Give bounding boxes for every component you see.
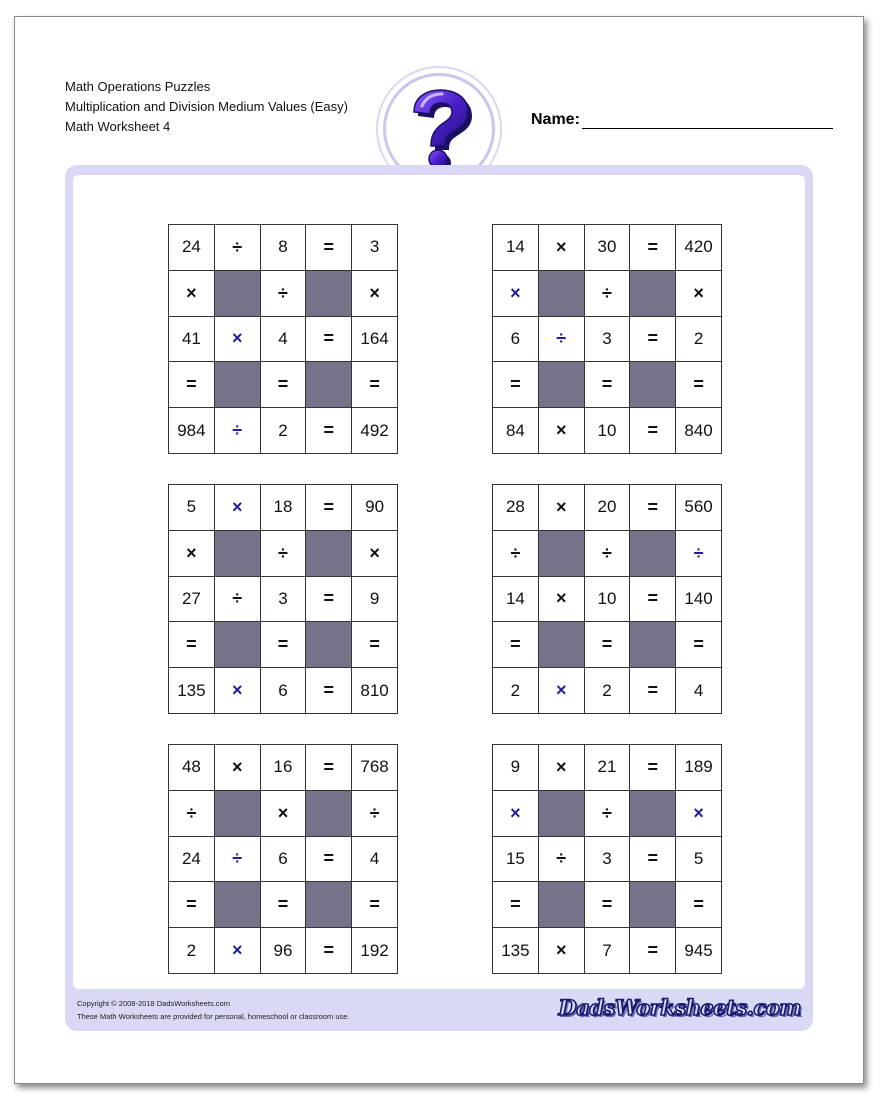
operator-cell: = [352, 362, 398, 408]
shaded-cell [215, 362, 261, 408]
shaded-cell [539, 622, 585, 668]
number-cell: 4 [261, 317, 307, 363]
number-cell: 90 [352, 485, 398, 531]
operator-cell: × [261, 791, 307, 837]
operator-cell: ÷ [585, 271, 631, 317]
number-cell: 2 [169, 928, 215, 974]
worksheet-series-title: Math Operations Puzzles [65, 79, 211, 94]
operator-cell: = [306, 225, 352, 271]
shaded-cell [539, 882, 585, 928]
footer [75, 993, 803, 1027]
number-cell: 24 [169, 837, 215, 883]
operator-cell: × [539, 485, 585, 531]
number-cell: 420 [676, 225, 722, 271]
operator-cell: = [169, 882, 215, 928]
operator-cell: = [676, 622, 722, 668]
number-cell: 96 [261, 928, 307, 974]
puzzle-area [73, 175, 805, 989]
operator-cell: × [676, 271, 722, 317]
number-cell: 5 [169, 485, 215, 531]
operator-cell: = [493, 622, 539, 668]
shaded-cell [306, 271, 352, 317]
operator-cell: ÷ [261, 271, 307, 317]
operator-cell: = [630, 577, 676, 623]
number-cell: 4 [676, 668, 722, 714]
puzzle-grid-4 [492, 484, 722, 714]
number-cell: 6 [261, 837, 307, 883]
operator-cell: = [306, 485, 352, 531]
name-row [531, 111, 833, 129]
number-cell: 560 [676, 485, 722, 531]
operator-cell: = [630, 408, 676, 454]
shaded-cell [215, 622, 261, 668]
number-cell: 2 [676, 317, 722, 363]
puzzle-grid-6 [492, 744, 722, 974]
number-cell: 2 [585, 668, 631, 714]
operator-cell: × [539, 225, 585, 271]
number-cell: 984 [169, 408, 215, 454]
operator-cell: = [306, 745, 352, 791]
number-cell: 21 [585, 745, 631, 791]
number-cell: 945 [676, 928, 722, 974]
number-cell: 810 [352, 668, 398, 714]
name-label: Name: [531, 111, 580, 128]
operator-cell: ÷ [585, 531, 631, 577]
operator-cell: ÷ [169, 791, 215, 837]
operator-cell: = [630, 837, 676, 883]
number-cell: 192 [352, 928, 398, 974]
shaded-cell [630, 882, 676, 928]
number-cell: 20 [585, 485, 631, 531]
operator-cell: = [306, 837, 352, 883]
number-cell: 840 [676, 408, 722, 454]
number-cell: 189 [676, 745, 722, 791]
operator-cell: = [630, 485, 676, 531]
number-cell: 16 [261, 745, 307, 791]
number-cell: 10 [585, 408, 631, 454]
number-cell: 140 [676, 577, 722, 623]
operator-cell: = [676, 362, 722, 408]
usage-notice: These Math Worksheets are provided for personal, homeschool or classroom use. [77, 1012, 350, 1021]
puzzle-grid-2 [492, 224, 722, 454]
operator-cell: = [493, 882, 539, 928]
shaded-cell [306, 791, 352, 837]
puzzle-frame [65, 165, 813, 1031]
operator-cell: × [539, 745, 585, 791]
number-cell: 3 [585, 317, 631, 363]
shaded-cell [539, 531, 585, 577]
shaded-cell [630, 622, 676, 668]
operator-cell: ÷ [215, 225, 261, 271]
number-cell: 6 [493, 317, 539, 363]
operator-cell: ÷ [215, 577, 261, 623]
number-cell: 15 [493, 837, 539, 883]
operator-cell: = [306, 577, 352, 623]
number-cell: 6 [261, 668, 307, 714]
number-cell: 135 [169, 668, 215, 714]
operator-cell: = [585, 622, 631, 668]
shaded-cell [306, 622, 352, 668]
shaded-cell [630, 362, 676, 408]
operator-cell: × [539, 577, 585, 623]
operator-answer-cell: × [215, 668, 261, 714]
number-cell: 2 [493, 668, 539, 714]
number-cell: 164 [352, 317, 398, 363]
puzzle-grid-5 [168, 744, 398, 974]
question-mark-icon [400, 88, 480, 172]
operator-answer-cell: ÷ [676, 531, 722, 577]
operator-cell: ÷ [261, 531, 307, 577]
shaded-cell [306, 362, 352, 408]
operator-answer-cell: × [215, 485, 261, 531]
number-cell: 41 [169, 317, 215, 363]
number-cell: 14 [493, 577, 539, 623]
operator-cell: × [169, 531, 215, 577]
number-cell: 3 [261, 577, 307, 623]
operator-cell: ÷ [539, 837, 585, 883]
number-cell: 48 [169, 745, 215, 791]
shaded-cell [539, 271, 585, 317]
shaded-cell [630, 531, 676, 577]
operator-cell: = [352, 882, 398, 928]
number-cell: 8 [261, 225, 307, 271]
operator-cell: = [306, 408, 352, 454]
puzzle-grid-1 [168, 224, 398, 454]
operator-cell: ÷ [352, 791, 398, 837]
number-cell: 5 [676, 837, 722, 883]
shaded-cell [630, 791, 676, 837]
operator-answer-cell: × [215, 928, 261, 974]
operator-answer-cell: × [539, 668, 585, 714]
operator-answer-cell: × [493, 271, 539, 317]
operator-cell: × [539, 408, 585, 454]
operator-cell: = [306, 317, 352, 363]
copyright-text: Copyright © 2008-2018 DadsWorksheets.com [77, 999, 230, 1008]
number-cell: 7 [585, 928, 631, 974]
puzzle-grid-3 [168, 484, 398, 714]
name-line[interactable] [582, 113, 833, 129]
operator-cell: × [215, 745, 261, 791]
operator-answer-cell: × [676, 791, 722, 837]
number-cell: 3 [585, 837, 631, 883]
shaded-cell [539, 791, 585, 837]
operator-cell: × [352, 271, 398, 317]
number-cell: 14 [493, 225, 539, 271]
shaded-cell [215, 531, 261, 577]
number-cell: 4 [352, 837, 398, 883]
operator-answer-cell: ÷ [215, 408, 261, 454]
operator-answer-cell: × [493, 791, 539, 837]
operator-answer-cell: ÷ [539, 317, 585, 363]
number-cell: 24 [169, 225, 215, 271]
shaded-cell [215, 791, 261, 837]
worksheet-number: Math Worksheet 4 [65, 119, 171, 134]
number-cell: 28 [493, 485, 539, 531]
operator-cell: = [630, 317, 676, 363]
worksheet-subtitle: Multiplication and Division Medium Values (Easy) [65, 99, 348, 114]
operator-answer-cell: ÷ [215, 837, 261, 883]
number-cell: 9 [352, 577, 398, 623]
number-cell: 492 [352, 408, 398, 454]
number-cell: 9 [493, 745, 539, 791]
shaded-cell [539, 362, 585, 408]
operator-cell: = [261, 622, 307, 668]
shaded-cell [306, 882, 352, 928]
number-cell: 3 [352, 225, 398, 271]
operator-cell: = [585, 882, 631, 928]
worksheet-page [14, 16, 864, 1084]
number-cell: 2 [261, 408, 307, 454]
operator-cell: = [169, 362, 215, 408]
operator-cell: × [169, 271, 215, 317]
brand-logo: DadsWorksheets.com [558, 995, 801, 1020]
shaded-cell [215, 882, 261, 928]
operator-cell: ÷ [585, 791, 631, 837]
operator-cell: = [676, 882, 722, 928]
number-cell: 135 [493, 928, 539, 974]
operator-cell: ÷ [493, 531, 539, 577]
operator-cell: = [630, 928, 676, 974]
operator-answer-cell: × [215, 317, 261, 363]
number-cell: 27 [169, 577, 215, 623]
operator-cell: = [306, 668, 352, 714]
number-cell: 10 [585, 577, 631, 623]
operator-cell: × [539, 928, 585, 974]
title-block [65, 77, 348, 137]
operator-cell: = [352, 622, 398, 668]
operator-cell: = [261, 362, 307, 408]
operator-cell: = [493, 362, 539, 408]
operator-cell: = [630, 668, 676, 714]
operator-cell: = [630, 225, 676, 271]
shaded-cell [630, 271, 676, 317]
operator-cell: × [352, 531, 398, 577]
operator-cell: = [261, 882, 307, 928]
number-cell: 18 [261, 485, 307, 531]
copyright-block [77, 997, 350, 1023]
number-cell: 84 [493, 408, 539, 454]
shaded-cell [215, 271, 261, 317]
operator-cell: = [169, 622, 215, 668]
operator-cell: = [585, 362, 631, 408]
operator-cell: = [306, 928, 352, 974]
operator-cell: = [630, 745, 676, 791]
number-cell: 30 [585, 225, 631, 271]
number-cell: 768 [352, 745, 398, 791]
shaded-cell [306, 531, 352, 577]
